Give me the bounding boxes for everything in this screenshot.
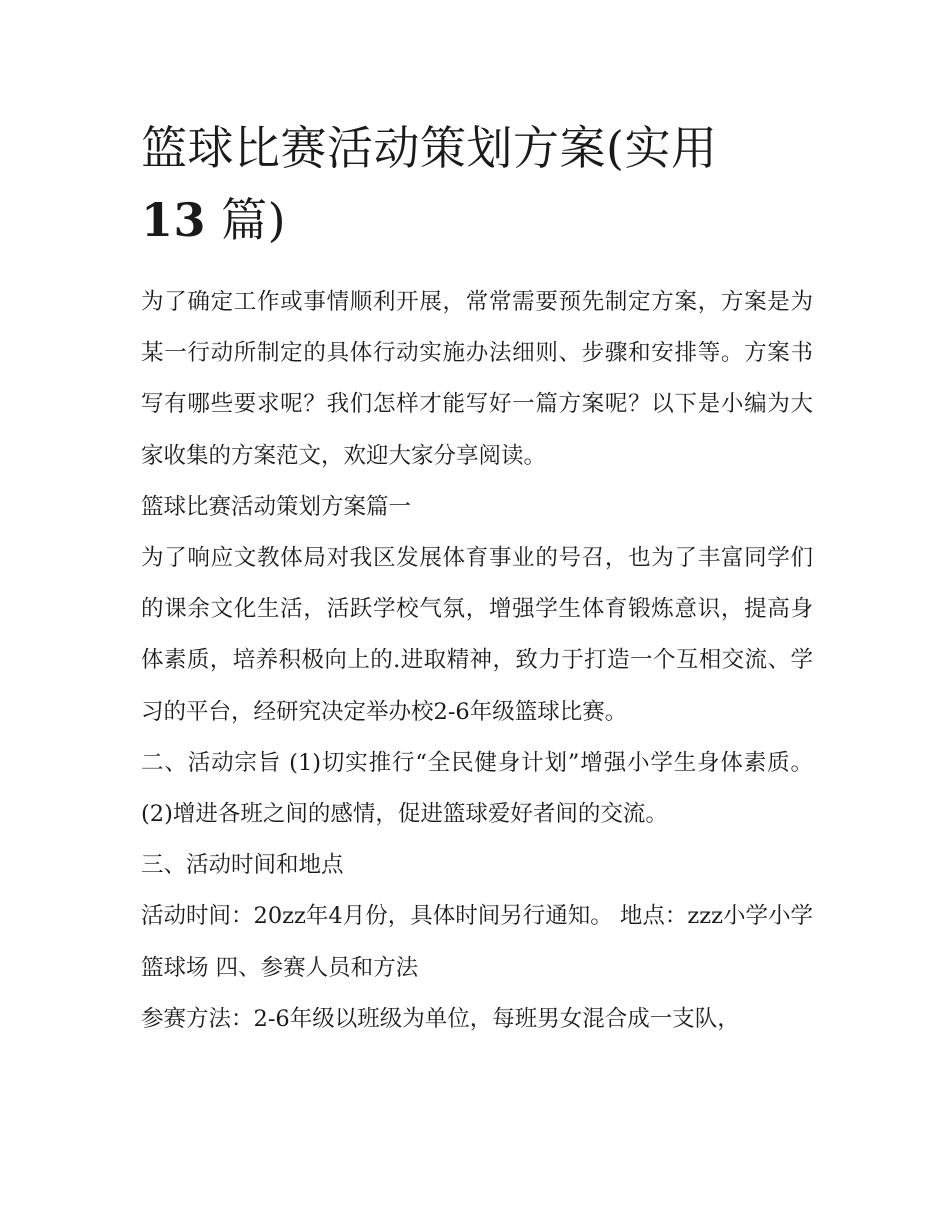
body-paragraph: 参赛方法：2-6年级以班级为单位，每班男女混合成一支队，	[141, 1005, 740, 1032]
body-paragraph: 活动时间：20zz年4月份，具体时间另行通知。 地点：zzz小学小学篮球场 四、参赛人员和方法	[141, 903, 813, 981]
intro-paragraph: 为了确定工作或事情顺利开展，常常需要预先制定方案，方案是为某一行动所制定的具体行动实施办法细则、步骤和安排等。方案书写有哪些要求呢？我们怎样才能写好一篇方案呢？以下是小编为大家收集的方案范文，欢迎大家分享阅读。	[141, 289, 813, 469]
document-title	[141, 112, 813, 256]
section-heading: 三、活动时间和地点	[141, 852, 344, 879]
document-body	[141, 277, 813, 1045]
document-page	[141, 112, 813, 1045]
title-line-2: 篇)	[221, 193, 287, 247]
section-heading: 篮球比赛活动策划方案篇一	[141, 493, 412, 520]
body-paragraph: 为了响应文教体局对我区发展体育事业的号召，也为了丰富同学们的课余文化生活，活跃学校气氛，增强学生体育锻炼意识，提高身体素质，培养积极向上的.进取精神，致力于打造一个互相交流、学习的平台，经研究决定举办校2-6年级篮球比赛。	[141, 545, 813, 725]
title-line-1: 篮球比赛活动策划方案(实用	[141, 121, 718, 175]
body-paragraph: 二、活动宗旨 (1)切实推行“全民健身计划”增强小学生身体素质。 (2)增进各班之间的感情，促进篮球爱好者间的交流。	[141, 749, 813, 828]
title-number: 13	[141, 193, 207, 247]
